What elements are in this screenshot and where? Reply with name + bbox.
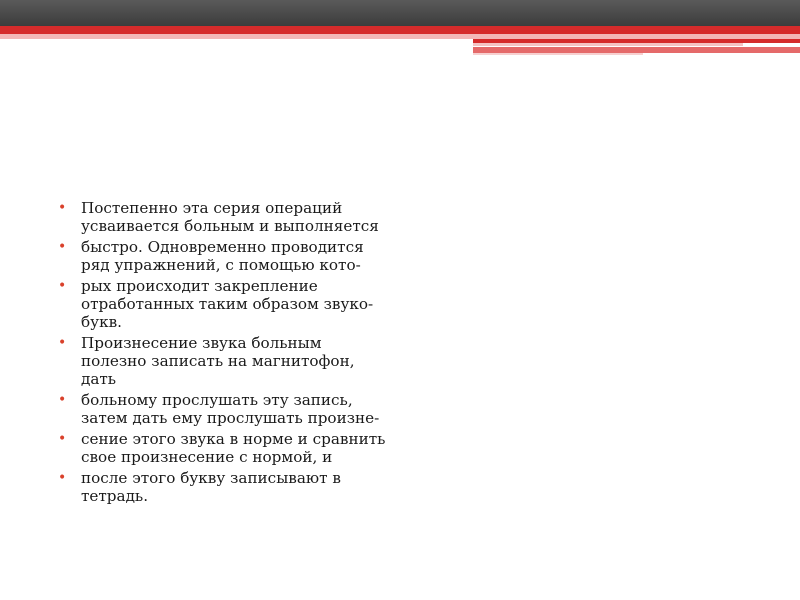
list-item [58, 277, 388, 331]
list-item-text: больному прослушать эту запись, затем дать ему прослушать произне- [81, 391, 380, 427]
list-item [58, 199, 388, 235]
header-red-band [0, 26, 800, 34]
list-item [58, 430, 388, 466]
list-item-text: Произнесение звука больным полезно записать на магнитофон, дать [81, 334, 355, 388]
list-item-text: быстро. Одновременно проводится ряд упражнений, с помощью кото- [81, 238, 364, 274]
bullet-dot-icon: • [58, 470, 67, 486]
list-item-text: рых происходит закрепление отработанных таким образом звуко-букв. [81, 277, 374, 331]
bullet-dot-icon: • [58, 239, 67, 255]
list-item [58, 469, 388, 505]
list-item [58, 238, 388, 274]
list-item-text: Постепенно эта серия операций усваивается больным и выполняется [81, 199, 379, 235]
header-accent-stripe [473, 53, 643, 55]
bullet-dot-icon: • [58, 431, 67, 447]
bullet-list [58, 199, 388, 505]
list-item-text: после этого букву записывают в тетрадь. [81, 469, 341, 505]
header-accent-stripe [473, 43, 743, 46]
header-dark-bar [0, 0, 800, 26]
list-item-text: сение этого звука в норме и сравнить свое произнесение с нормой, и [81, 430, 386, 466]
bullet-dot-icon: • [58, 200, 67, 216]
bullet-dot-icon: • [58, 278, 67, 294]
slide-body [58, 199, 388, 508]
list-item [58, 334, 388, 388]
bullet-dot-icon: • [58, 335, 67, 351]
bullet-dot-icon: • [58, 392, 67, 408]
list-item [58, 391, 388, 427]
